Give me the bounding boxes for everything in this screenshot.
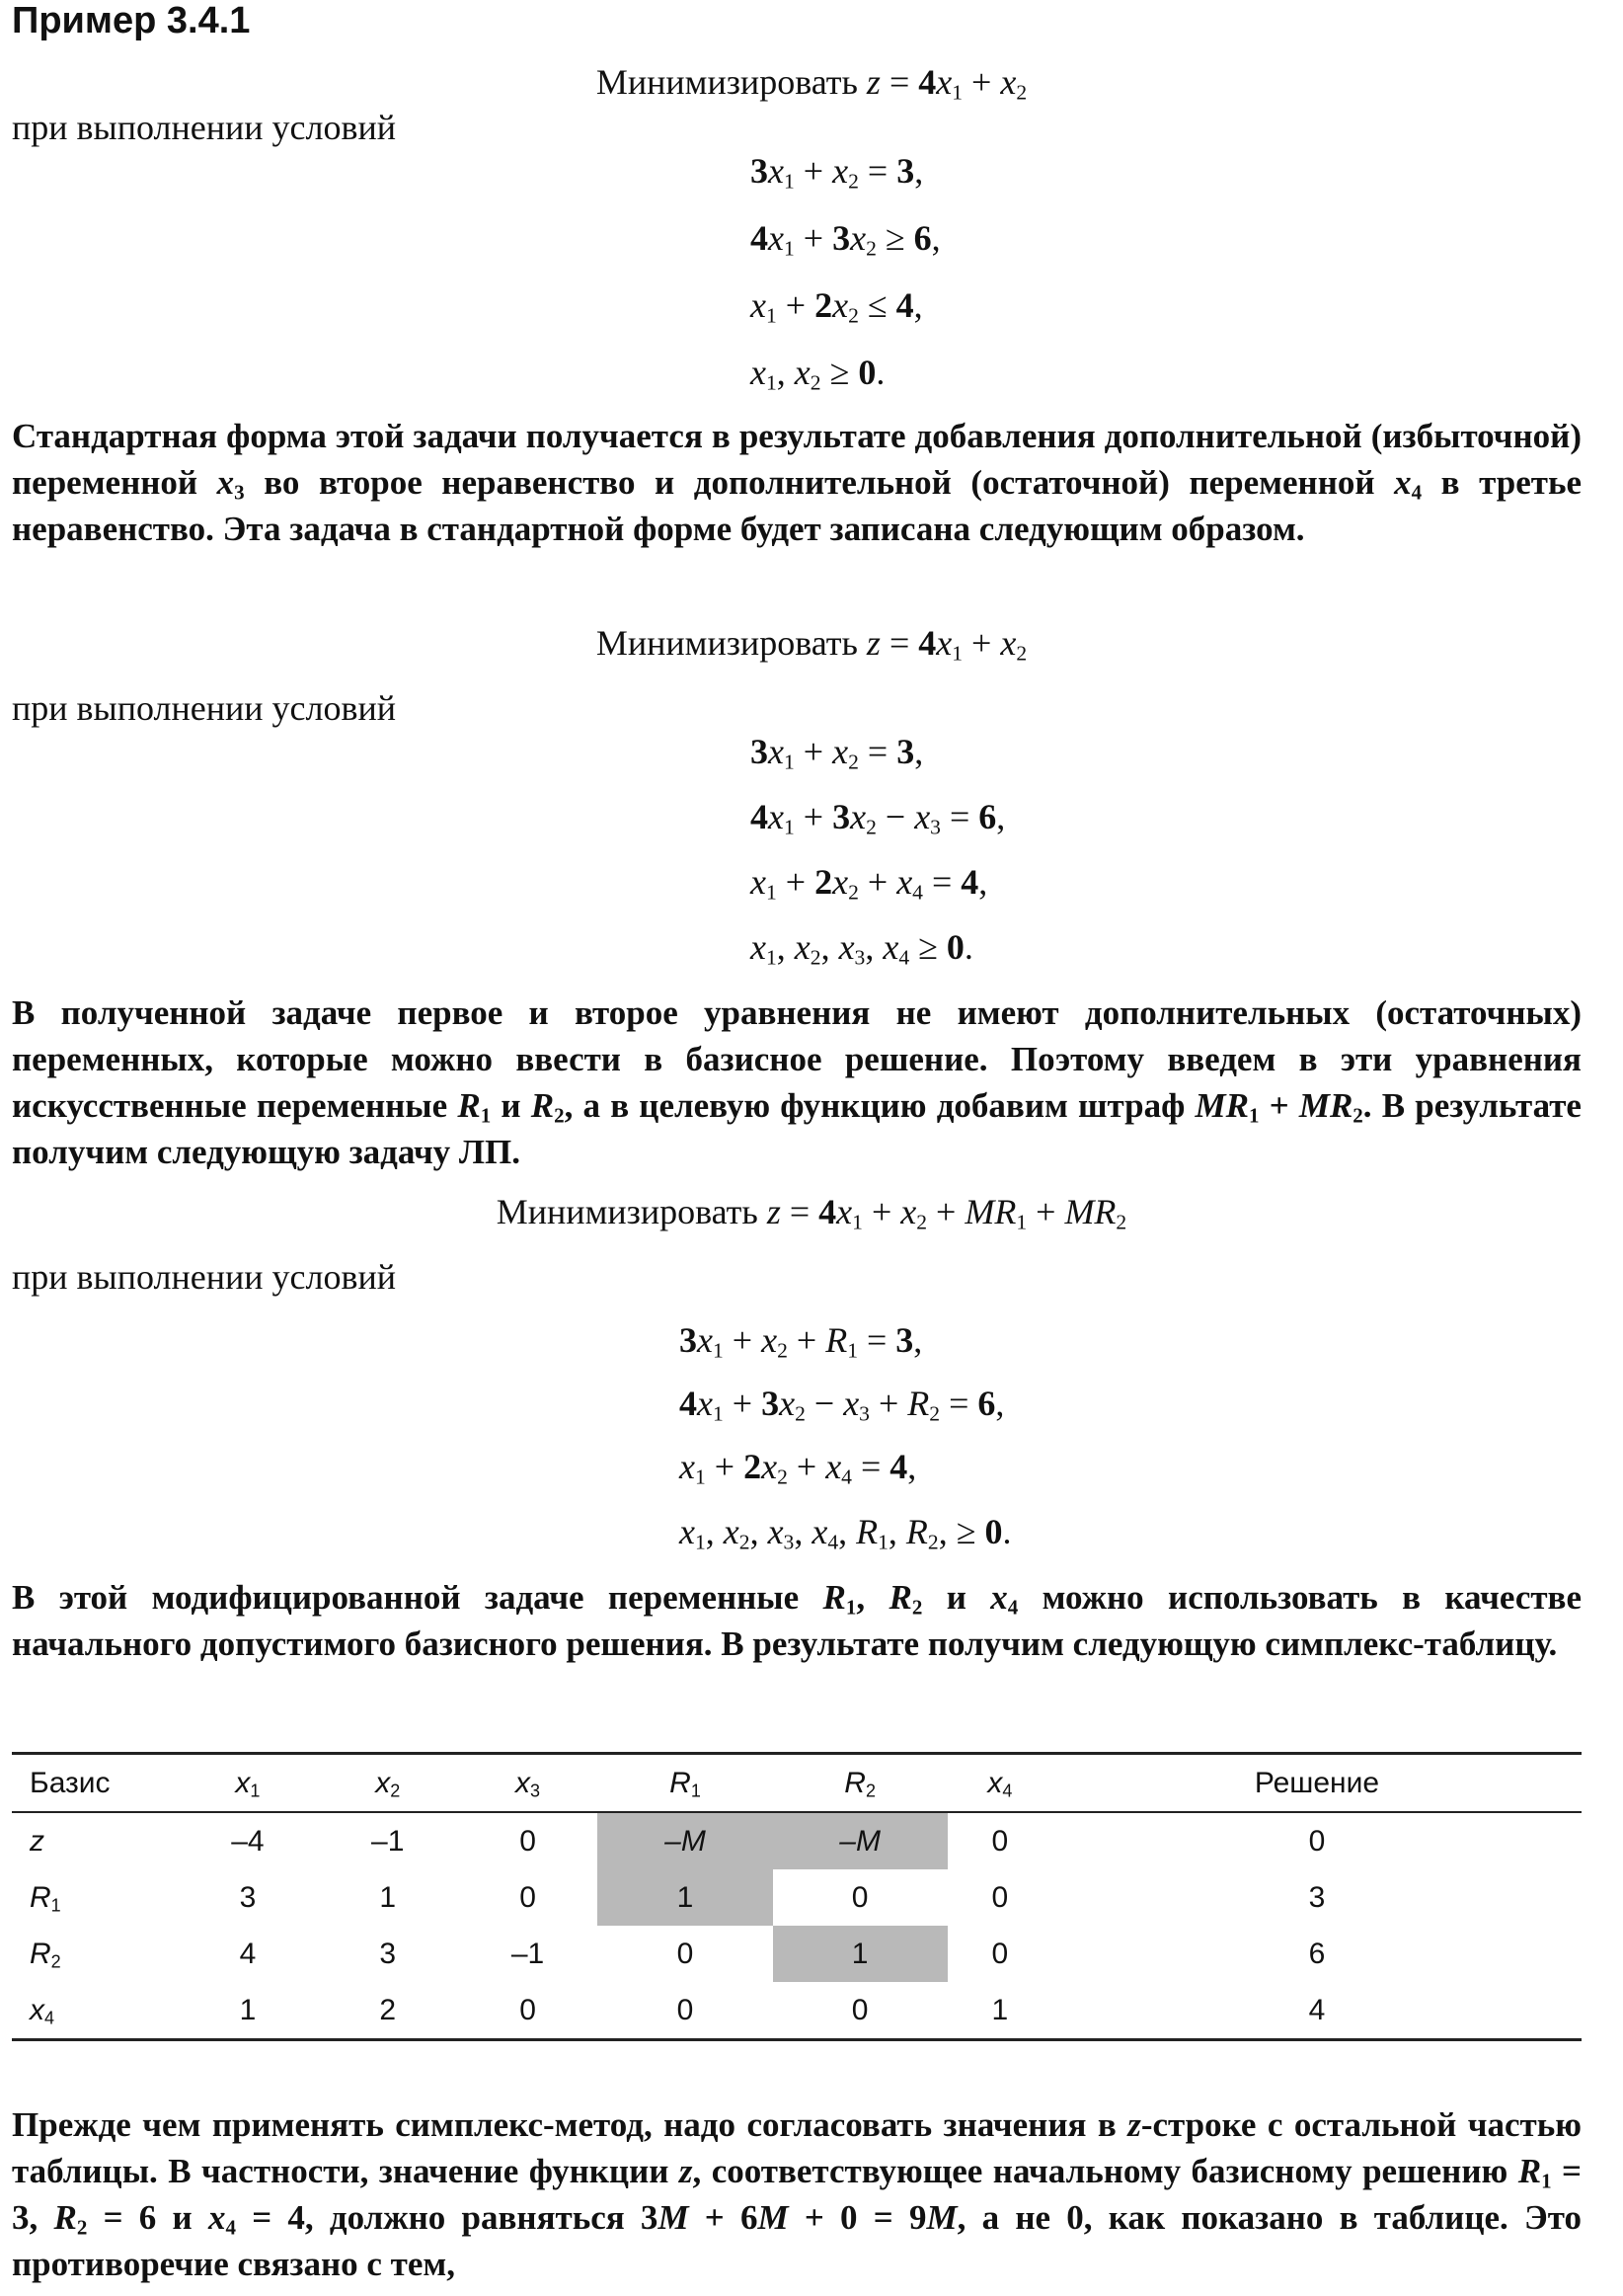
table-cell-highlighted: –M [773,1812,948,1869]
table-cell: 0 [1308,1824,1326,1858]
constraint-1-1: $3x_1 + x_2 = 3$, [750,151,924,194]
constraint-2-1: $3x_1 + x_2 = 3$, [750,732,924,774]
header-r2: $R_2$ [844,1766,876,1800]
row-basis: z [30,1824,44,1858]
paragraph-initial-basis: В этой модифицированной задаче переменные $R_1$, $R_2$ и $x_4$ можно использовать в качестве начального допустимого базисного решения. В результате получим следующую симплекс-таблицу. [12,1578,1582,1663]
table-cell: –1 [371,1824,405,1858]
table-cell: 0 [519,1824,536,1858]
table-row [12,1812,1582,1869]
table-cell: 0 [991,1824,1009,1858]
objective-3: Минимизировать $z = 4x_1 + x_2 + MR_1 + MR_2$ [496,1192,1127,1234]
constraint-1-4: $x_1$, $x_2 \ge 0$. [750,353,886,395]
simplex-table [12,1752,1582,2041]
table-cell: 0 [676,1937,694,1970]
table-cell-highlighted: 1 [597,1869,772,1926]
table-cell: 3 [1308,1880,1326,1914]
table-cell: 0 [991,1937,1009,1970]
table-row [12,1982,1582,2040]
row-basis: $x_4$ [30,1993,55,2027]
constraint-1-2: $4x_1 + 3x_2 \ge 6$, [750,218,941,261]
header-solution: Решение [1254,1766,1380,1799]
objective-2: Минимизировать $z = 4x_1 + x_2$ [595,623,1028,666]
table-header-row [12,1754,1582,1813]
paragraph-standard-form: Стандартная форма этой задачи получается в результате добавления дополнительной (избыточной) переменной $x_3$ во второе неравенство и дополнительной (остаточной) переменной $x_4$ в третье неравенство. Эта задача в стандартной форме будет записана следующим образом. [12,417,1582,548]
paragraph-z-row: Прежде чем применять симплекс-метод, надо согласовать значения в z-строке с остальной частью таблицы. В частности, значение функции z, соответствующее начальному базисному решению $R_1 = 3$, $R_2 = 6$ и $x_4 = 4$, должно равняться 3M + 6M + 0 = 9M, а не 0, как показано в таблице. Это противоречие связано с тем, [12,2105,1583,2283]
constraint-2-2: $4x_1 + 3x_2 - x_3 = 6$, [750,797,1006,839]
table-cell: 0 [519,1993,536,2026]
header-x2: $x_2$ [375,1766,401,1800]
header-x3: $x_3$ [515,1766,541,1800]
table-cell: –4 [231,1824,265,1858]
table-cell-highlighted: 1 [773,1926,948,1982]
table-cell: 0 [851,1880,869,1914]
table-cell: 2 [379,1993,397,2026]
constraint-1-3: $x_1 + 2x_2 \le 4$, [750,285,923,328]
table-row [12,1926,1582,1982]
table-cell: 4 [239,1937,257,1970]
table-cell: 0 [519,1880,536,1914]
row-basis: $R_1$ [30,1880,61,1915]
table-cell: 3 [379,1937,397,1970]
conditions-label-2: при выполнении условий [12,688,396,728]
paragraph-artificial-vars: В полученной задаче первое и второе уравнения не имеют дополнительных (остаточных) переменных, которые можно ввести в базисное решение. Поэтому введем в эти уравнения искусственные переменные $R_1$ и $R_2$, а в целевую функцию добавим штраф $MR_1 + MR_2$. В результате получим следующую задачу ЛП. [12,993,1582,1171]
constraint-2-3: $x_1 + 2x_2 + x_4 = 4$, [750,862,988,905]
constraint-3-2: $4x_1 + 3x_2 - x_3 + R_2 = 6$, [679,1384,1005,1426]
table-cell: 1 [991,1993,1009,2026]
table-row [12,1869,1582,1926]
header-x1: $x_1$ [235,1766,261,1800]
table-cell-highlighted: –M [597,1812,772,1869]
header-r1: $R_1$ [669,1766,701,1800]
row-basis: $R_2$ [30,1937,61,1971]
minimize-label: Минимизировать [595,623,858,663]
header-x4: $x_4$ [987,1766,1013,1800]
minimize-label: Минимизировать [595,62,858,102]
table-cell: 0 [851,1993,869,2026]
table-cell: 1 [379,1880,397,1914]
constraint-3-1: $3x_1 + x_2 + R_1 = 3$, [679,1320,923,1363]
constraint-3-3: $x_1 + 2x_2 + x_4 = 4$, [679,1447,917,1489]
table-cell: 6 [1308,1937,1326,1970]
minimize-label: Минимизировать [496,1192,758,1231]
constraint-2-4: $x_1$, $x_2$, $x_3$, $x_4 \ge 0$. [750,927,973,970]
conditions-label-1: при выполнении условий [12,108,396,147]
table-cell: 4 [1308,1993,1326,2026]
constraint-3-4: $x_1$, $x_2$, $x_3$, $x_4$, $R_1$, $R_2$, ≥ 0. [679,1512,1012,1554]
example-heading: Пример 3.4.1 [12,0,251,41]
table-cell: 1 [239,1993,257,2026]
objective-1: Минимизировать $z = 4x_1 + x_2$ [595,62,1028,105]
header-basis: Базис [30,1766,111,1799]
table-cell: 0 [676,1993,694,2026]
table-cell: –1 [510,1937,545,1970]
table-cell: 3 [239,1880,257,1914]
table-cell: 0 [991,1880,1009,1914]
conditions-label-3: при выполнении условий [12,1257,396,1297]
